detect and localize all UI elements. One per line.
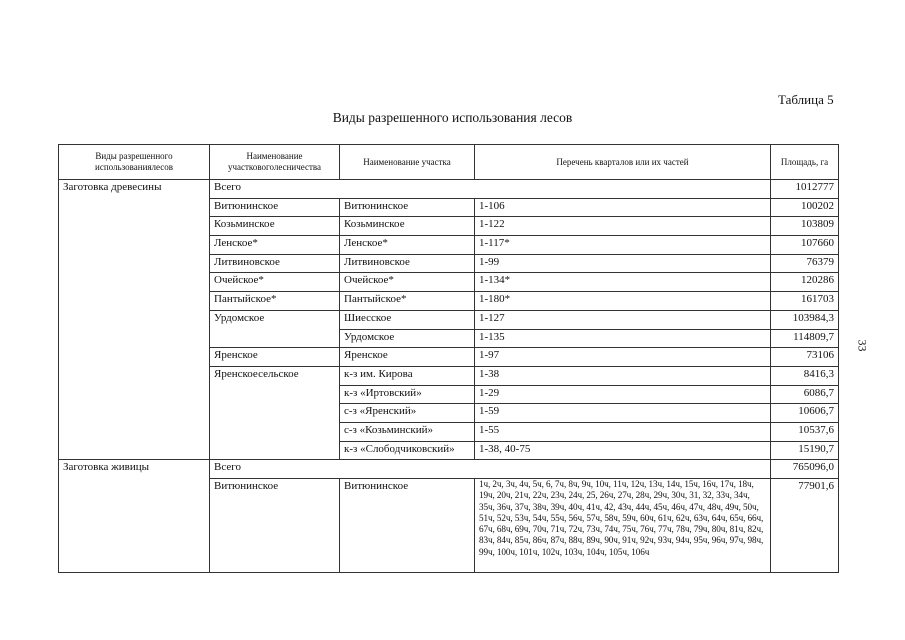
cell-plot: Шиесское xyxy=(340,310,475,329)
header-area: Площадь, га xyxy=(771,145,839,180)
document-title: Виды разрешенного использования лесов xyxy=(332,110,573,125)
cell-quarters: 1-122 xyxy=(475,217,771,236)
cell-forestry: Урдомское xyxy=(210,310,340,347)
cell-quarters: 1-55 xyxy=(475,422,771,441)
cell-quarters: 1-117* xyxy=(475,236,771,255)
cell-plot: Литвиновское xyxy=(340,254,475,273)
cell-area: 77901,6 xyxy=(771,479,839,573)
cell-plot: Витюнинское xyxy=(340,479,475,573)
cell-forestry: Козьминское xyxy=(210,217,340,236)
cell-forestry: Витюнинское xyxy=(210,479,340,573)
cell-forestry: Всего xyxy=(210,460,771,479)
page-number: 33 xyxy=(855,339,870,352)
cell-plot: Очейское* xyxy=(340,273,475,292)
cell-plot: Пантыйское* xyxy=(340,292,475,311)
forest-use-table xyxy=(58,144,839,573)
table-number: Таблица 5 xyxy=(778,92,834,107)
cell-area: 161703 xyxy=(771,292,839,311)
cell-plot: Козьминское xyxy=(340,217,475,236)
cell-area: 10537,6 xyxy=(771,422,839,441)
cell-quarters: 1-127 xyxy=(475,310,771,329)
cell-quarters: 1-134* xyxy=(475,273,771,292)
cell-plot: с-з «Яренский» xyxy=(340,404,475,423)
header-use-type: Виды разрешенного использованиялесов xyxy=(59,145,210,180)
cell-area: 8416,3 xyxy=(771,366,839,385)
cell-area: 114809,7 xyxy=(771,329,839,348)
table-row xyxy=(59,180,839,199)
cell-forestry: Яренское xyxy=(210,348,340,367)
cell-quarters: 1-180* xyxy=(475,292,771,311)
cell-quarters: 1ч, 2ч, 3ч, 4ч, 5ч, 6, 7ч, 8ч, 9ч, 10ч, 11ч, 12ч, 13ч, 14ч, 15ч, 16ч, 17ч, 18ч, 19ч, 20ч, 21ч, 22ч, 23ч, 24ч, 25, 26ч, 27ч, 28ч, 29ч, 30ч, 31, 32, 33ч, 34ч, 35ч, 36ч, 37ч, 38ч, 39ч, 40ч, 41ч, 42, 43ч, 44ч, 45ч, 46ч, 47ч, 48ч, 49ч, 50ч, 51ч, 52ч, 53ч, 54ч, 55ч, 56ч, 57ч, 58ч, 59ч, 60ч, 61ч, 62ч, 63ч, 64ч, 65ч, 66ч, 67ч, 68ч, 69ч, 70ч, 71ч, 72ч, 73ч, 74ч, 75ч, 76ч, 77ч, 78ч, 79ч, 80ч, 81ч, 82ч, 83ч, 84ч, 85ч, 86ч, 87ч, 88ч, 89ч, 90ч, 91ч, 92ч, 93ч, 94ч, 95ч, 96ч, 97ч, 98ч, 99ч, 100ч, 101ч, 102ч, 103ч, 104ч, 105ч, 106ч xyxy=(475,479,771,573)
header-quarters: Перечень кварталов или их частей xyxy=(475,145,771,180)
cell-area: 107660 xyxy=(771,236,839,255)
cell-forestry: Пантыйское* xyxy=(210,292,340,311)
cell-plot: к-з им. Кирова xyxy=(340,366,475,385)
cell-use-type: Заготовка древесины xyxy=(59,180,210,460)
cell-plot: Витюнинское xyxy=(340,198,475,217)
cell-quarters: 1-38, 40-75 xyxy=(475,441,771,460)
cell-plot: к-з «Слободчиковский» xyxy=(340,441,475,460)
cell-area: 103809 xyxy=(771,217,839,236)
cell-area: 103984,3 xyxy=(771,310,839,329)
cell-area: 120286 xyxy=(771,273,839,292)
cell-area: 73106 xyxy=(771,348,839,367)
cell-quarters: 1-135 xyxy=(475,329,771,348)
cell-area: 76379 xyxy=(771,254,839,273)
table-header-row xyxy=(59,145,839,180)
cell-area: 10606,7 xyxy=(771,404,839,423)
cell-area: 15190,7 xyxy=(771,441,839,460)
cell-quarters: 1-97 xyxy=(475,348,771,367)
header-forestry: Наименование участковоголесничества xyxy=(210,145,340,180)
cell-plot: с-з «Козьминский» xyxy=(340,422,475,441)
cell-area: 6086,7 xyxy=(771,385,839,404)
cell-forestry: Яренскоесельское xyxy=(210,366,340,459)
cell-plot: Яренское xyxy=(340,348,475,367)
cell-quarters: 1-99 xyxy=(475,254,771,273)
cell-area: 100202 xyxy=(771,198,839,217)
cell-quarters: 1-38 xyxy=(475,366,771,385)
cell-area: 1012777 xyxy=(771,180,839,199)
cell-quarters: 1-59 xyxy=(475,404,771,423)
cell-quarters: 1-106 xyxy=(475,198,771,217)
cell-forestry: Всего xyxy=(210,180,771,199)
table-row xyxy=(59,460,839,479)
cell-plot: Урдомское xyxy=(340,329,475,348)
cell-quarters: 1-29 xyxy=(475,385,771,404)
header-plot: Наименование участка xyxy=(340,145,475,180)
cell-plot: к-з «Иртовский» xyxy=(340,385,475,404)
cell-area: 765096,0 xyxy=(771,460,839,479)
cell-forestry: Витюнинское xyxy=(210,198,340,217)
cell-use-type: Заготовка живицы xyxy=(59,460,210,573)
cell-forestry: Ленское* xyxy=(210,236,340,255)
cell-forestry: Литвиновское xyxy=(210,254,340,273)
cell-plot: Ленское* xyxy=(340,236,475,255)
cell-forestry: Очейское* xyxy=(210,273,340,292)
